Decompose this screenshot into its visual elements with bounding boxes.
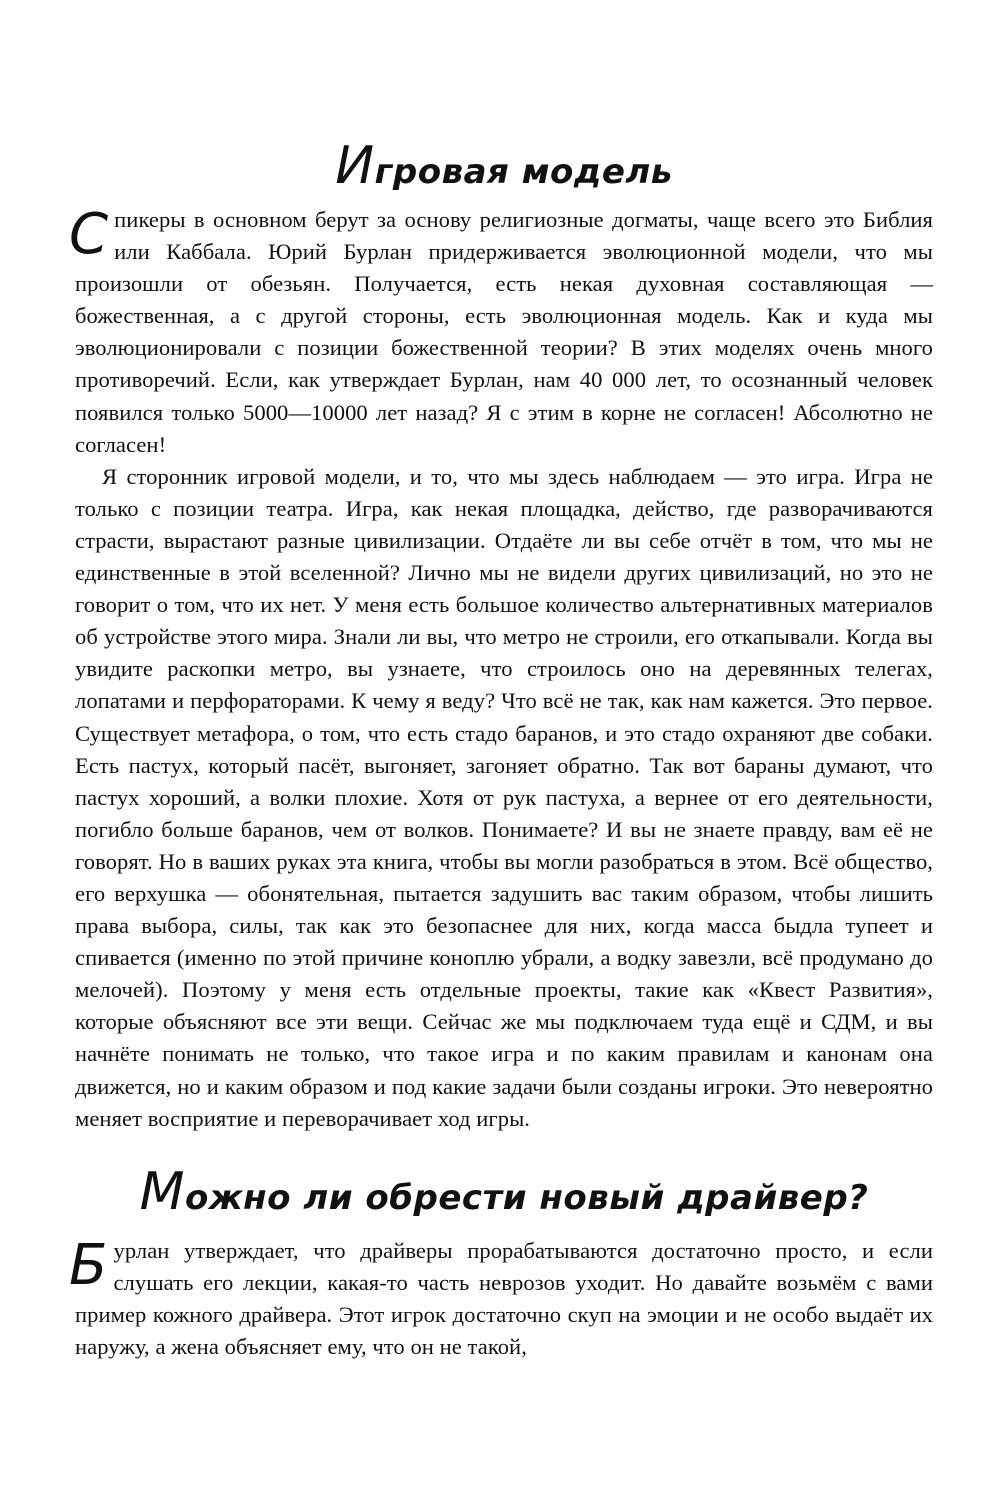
heading-initial: И <box>335 136 375 196</box>
section-body <box>69 1233 933 1363</box>
paragraph-text: урлан утверждает, что драйверы прорабатываются достаточно просто, и если слушать его лекции, какая-то часть неврозов уходит. Но давайте возьмём с вами пример кожного драйвера. Этот игрок достаточно скуп на эмоции и не особо выдаёт их наружу, а жена объясняет ему, что он не такой, <box>75 1238 933 1360</box>
section-body <box>69 202 933 1135</box>
paragraph: Я сторонник игровой модели, и то, что мы здесь наблюдаем — это игра. Игра не только с позиции театра. Игра, как некая площадка, действо, где разворачиваются страсти, вырастают разные цивилизации. Отдаёте ли вы себе отчёт в том, что мы не единственные в этой вселенной? Лично мы не видели других цивилизаций, но это не говорит о том, что их нет. У меня есть большое количество альтернативных материалов об устройстве этого мира. Знали ли вы, что метро не строили, его откапывали. Когда вы увидите раскопки метро, вы узнаете, что строилось оно на деревянных телегах, лопатами и перфораторами. К чему я веду? Что всё не так, как нам кажется. Это первое. Существует метафора, о том, что есть стадо баранов, и это стадо охраняют две собаки. Есть пастух, который пасёт, выгоняет, загоняет обратно. Так вот бараны думают, что пастух хороший, а волки плохие. Хотя от рук пастуха, а вернее от его деятельности, погибло больше баранов, чем от волков. Понимаете? И вы не знаете правду, вам её не говорят. Но в ваших руках эта книга, чтобы вы могли разобраться в этом. Всё общество, его верхушка — обонятельная, пытается задушить вас таким образом, чтобы лишить права выбора, силы, так как это безопаснее для них, когда масса быдла тупеет и спивается (именно по этой причине коноплю убрали, а водку завезли, всё продумано до мелочей). Поэтому у меня есть отдельные проекты, такие как «Квест Развития», которые объясняют все эти вещи. Сейчас же мы подключаем туда ещё и СДМ, и вы начнёте понимать не только, что такое игра и по каким правилам и канонам она движется, но и каким образом и под какие задачи были созданы игроки. Это невероятно меняет восприятие и переворачивает ход игры. <box>75 463 933 1131</box>
book-page <box>69 0 933 1505</box>
drop-cap: С <box>69 202 109 267</box>
paragraph-text: пикеры в основном берут за основу религиозные догматы, чаще всего это Библия или Каббала. Юрий Бурлан придерживается эволюционной модели, что мы произошли от обезьян. Получается, есть некая духовная составляющая — божественная, а с другой стороны, есть эволюционная модель. Как и куда мы эволюционировали с позиции божественной теории? В этих моделях очень много противоречий. Если, как утверждает Бурлан, нам 40 000 лет, то осознанный человек появился только 5000—10000 лет назад? Я с этим в корне не согласен! Абсолютно не согласен! <box>75 207 933 457</box>
paragraph <box>69 1233 933 1363</box>
section-heading <box>75 136 933 196</box>
heading-initial: М <box>139 1162 185 1222</box>
heading-text: ожно ли обрести новый драйвер? <box>184 1178 869 1218</box>
drop-cap: Б <box>69 1233 108 1298</box>
heading-text: гровая модель <box>374 152 673 192</box>
section-heading <box>75 1162 933 1222</box>
paragraph <box>69 202 933 461</box>
